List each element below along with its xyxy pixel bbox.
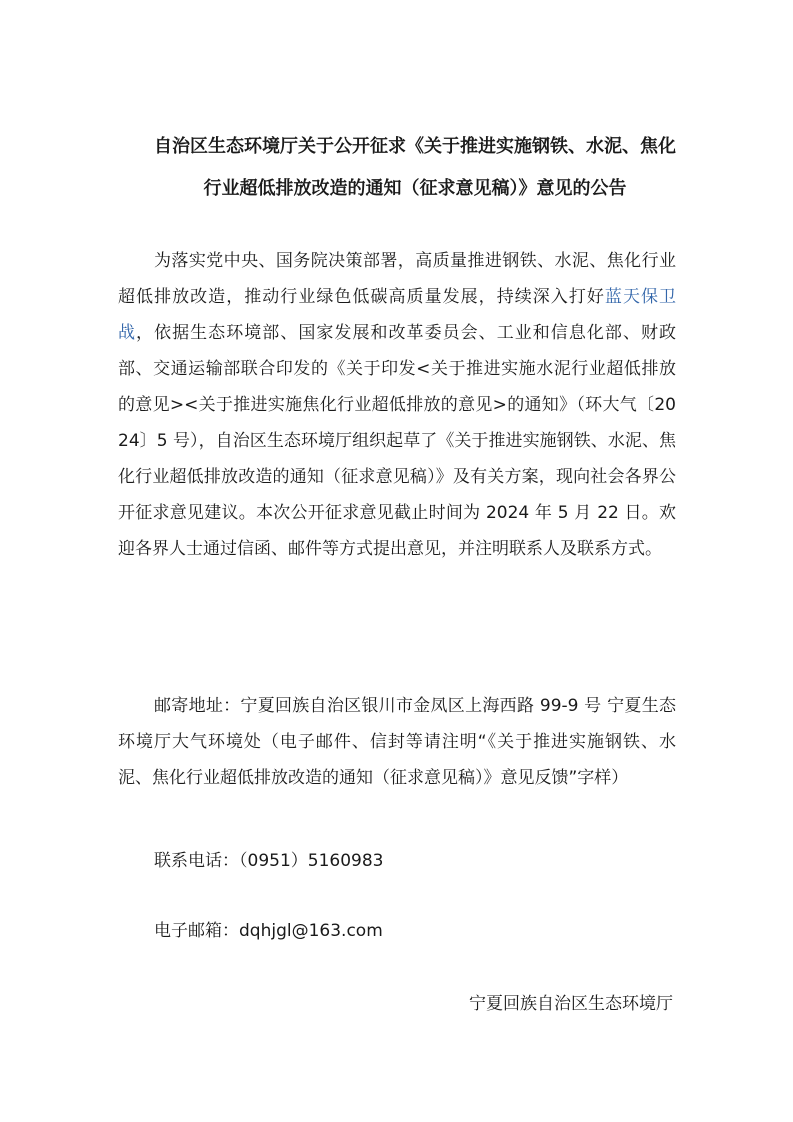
blue-sky-link[interactable]: 蓝天保卫战: [118, 287, 677, 343]
phone-line: 联系电话：（0951）5160983: [154, 851, 384, 871]
document-title: [118, 126, 712, 210]
title-line-2: 行业超低排放改造的通知（征求意见稿）》意见的公告: [203, 178, 627, 199]
address-paragraph: 邮寄地址：宁夏回族自治区银川市金凤区上海西路 99-9 号 宁夏生态环境厅大气环境处（电子邮件、信封等请注明“《关于推进实施钢铁、水泥、焦化行业超低排放改造的通知（征求意见稿）》意见反馈”字样）: [118, 696, 676, 788]
main-paragraph-part-1: 为落实党中央、国务院决策部署，高质量推进钢铁、水泥、焦化行业超低排放改造，推动行业绿色低碳高质量发展，持续深入打好: [118, 251, 676, 307]
title-line-1: 自治区生态环境厅关于公开征求《关于推进实施钢铁、水泥、焦化: [154, 136, 676, 157]
main-paragraph: [118, 243, 676, 567]
email-line: 电子邮箱：dqhjgl@163.com: [154, 921, 383, 941]
main-paragraph-part-2: ，依据生态环境部、国家发展和改革委员会、工业和信息化部、财政部、交通运输部联合印发的《关于印发<关于推进实施水泥行业超低排放的意见><关于推进实施焦化行业超低排放的意见>的通知》（环大气〔2024〕5 号），自治区生态环境厅组织起草了《关于推进实施钢铁、水泥、焦化行业超低排放改造的通知（征求意见稿）》及有关方案，现向社会各界公开征求意见建议。本次公开征求意见截止时间为 2024 年 5 月 22 日。欢迎各界人士通过信函、邮件等方式提出意见，并注明联系人及联系方式。: [118, 323, 677, 559]
signature: 宁夏回族自治区生态环境厅: [469, 994, 673, 1014]
